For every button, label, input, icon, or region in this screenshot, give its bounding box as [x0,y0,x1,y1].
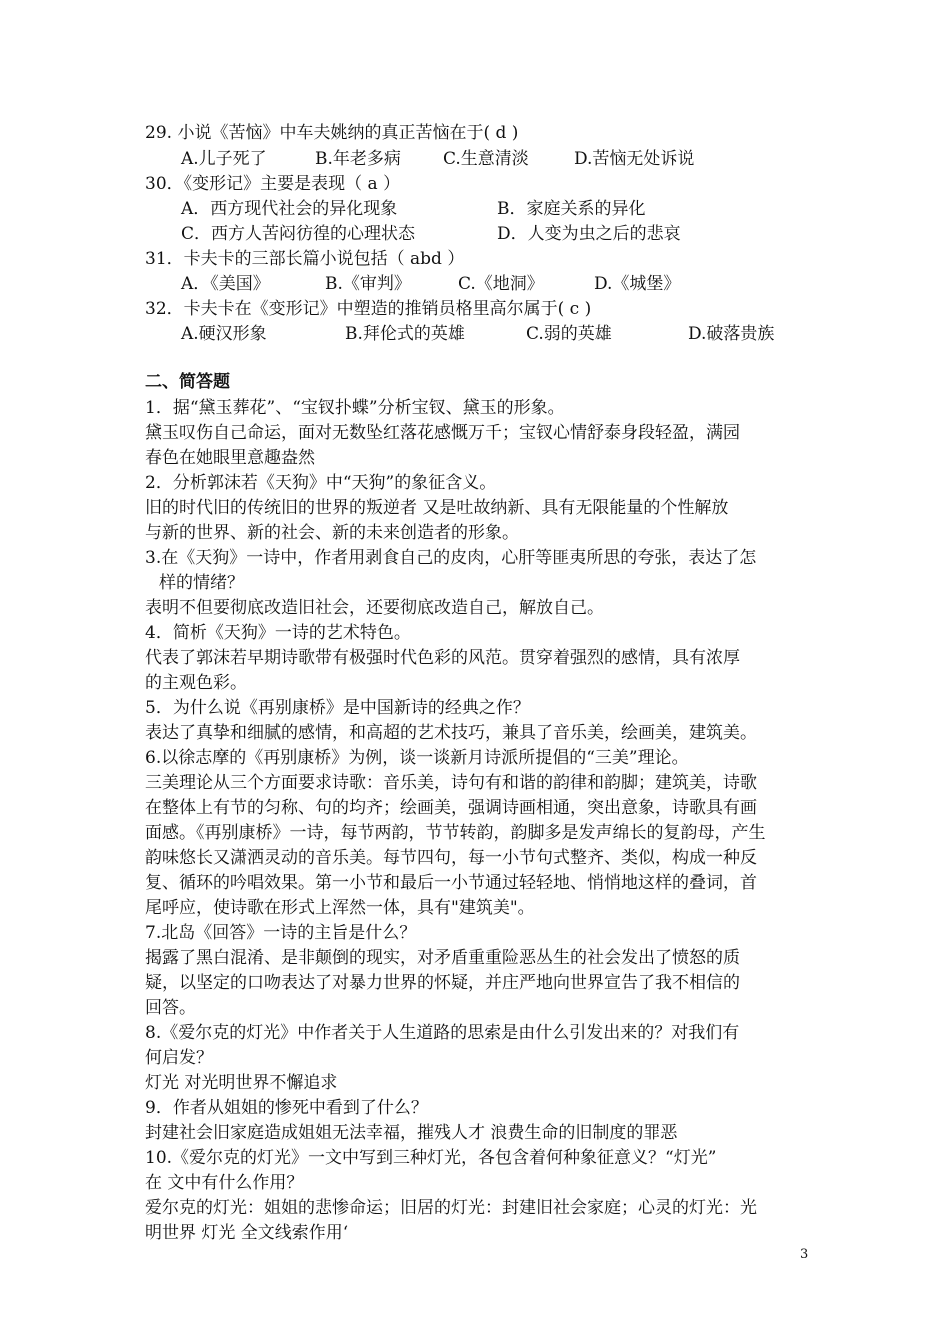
question-32: 32．卡夫卡在《变形记》中塑造的推销员格里高尔属于( c ) [145,299,592,319]
text-line: 9．作者从姐姐的惨死中看到了什么？ [145,1098,428,1118]
q31-option-a: A．《美国》 [181,274,270,294]
q30-option-c: C．西方人苦闷彷徨的心理状态 [181,224,416,244]
q32-option-a: A.硬汉形象 [181,324,267,344]
q29-option-c: C.生意清淡 [443,149,529,169]
text-line: 7.北岛《回答》一诗的主旨是什么？ [145,923,417,943]
text-line: 表达了真挚和细腻的感情，和高超的艺术技巧，兼具了音乐美，绘画美，建筑美。 [145,723,757,743]
q29-option-b: B.年老多病 [315,149,401,169]
text-line: 回答。 [145,998,196,1018]
question-29: 29. 小说《苦恼》中车夫姚纳的真正苦恼在于( d ) [145,123,519,143]
q31-option-b: B.《审判》 [325,274,411,294]
text-line: 明世界 灯光 全文线索作用‘ [145,1223,349,1243]
text-line: 封建社会旧家庭造成姐姐无法幸福，摧残人才 浪费生命的旧制度的罪恶 [145,1123,678,1143]
q31-option-d: D.《城堡》 [594,274,681,294]
text-line: 在整体上有节的匀称、句的均齐；绘画美，强调诗画相通，突出意象，诗歌具有画 [145,798,757,818]
text-line: 尾呼应，使诗歌在形式上浑然一体，具有"建筑美"。 [145,898,535,918]
q29-option-d: D.苦恼无处诉说 [574,149,695,169]
q32-option-d: D.破落贵族 [688,324,775,344]
text-line: 复、循环的吟唱效果。第一小节和最后一小节通过轻轻地、悄悄地这样的叠词，首 [145,873,757,893]
question-31: 31．卡夫卡的三部长篇小说包括（ abd ） [145,249,465,269]
text-line: 与新的世界、新的社会、新的未来创造者的形象。 [145,523,519,543]
text-line: 面感。《再别康桥》一诗，每节两韵，节节转韵，韵脚多是发声绵长的复韵母，产生 [145,823,766,843]
text-line: 10.《爱尔克的灯光》一文中写到三种灯光，各包含着何种象征意义？“灯光” [145,1148,717,1168]
text-line: 代表了郭沫若早期诗歌带有极强时代色彩的风范。贯穿着强烈的感情，具有浓厚 [145,648,740,668]
text-line: 黛玉叹伤自己命运，面对无数坠红落花感慨万千；宝钗心情舒泰身段轻盈，满园 [145,423,740,443]
text-line: 8.《爱尔克的灯光》中作者关于人生道路的思索是由什么引发出来的？对我们有 [145,1023,740,1043]
text-line: 疑，以坚定的口吻表达了对暴力世界的怀疑，并庄严地向世界宣告了我不相信的 [145,973,740,993]
q31-option-c: C.《地洞》 [458,274,544,294]
text-line: 三美理论从三个方面要求诗歌：音乐美，诗句有和谐的韵律和韵脚；建筑美，诗歌 [145,773,757,793]
text-line: 1．据“黛玉葬花”、“宝钗扑蝶”分析宝钗、黛玉的形象。 [145,398,565,418]
text-line: 爱尔克的灯光：姐姐的悲惨命运；旧居的灯光：封建旧社会家庭；心灵的灯光：光 [145,1198,757,1218]
text-line: 4．简析《天狗》一诗的艺术特色。 [145,623,411,643]
text-line: 揭露了黑白混淆、是非颠倒的现实，对矛盾重重险恶丛生的社会发出了愤怒的质 [145,948,740,968]
q30-option-a: A．西方现代社会的异化现象 [181,199,398,219]
section-title: 二、简答题 [145,372,230,392]
text-line: 灯光 对光明世界不懈追求 [145,1073,338,1093]
q30-option-d: D．人变为虫之后的悲哀 [497,224,681,244]
text-line: 韵味悠长又潇洒灵动的音乐美。每节四句，每一小节句式整齐、类似，构成一种反 [145,848,757,868]
text-line: 在 文中有什么作用？ [145,1173,304,1193]
text-line: 6.以徐志摩的《再别康桥》为例，谈一谈新月诗派所提倡的“三美”理论。 [145,748,689,768]
text-line: 样的情绪？ [159,573,244,593]
page-number: 3 [800,1247,809,1262]
text-line: 何启发？ [145,1048,213,1068]
q29-option-a: A.儿子死了 [181,149,267,169]
q32-option-b: B.拜伦式的英雄 [345,324,465,344]
text-line: 5．为什么说《再别康桥》是中国新诗的经典之作？ [145,698,530,718]
question-30: 30．《变形记》主要是表现（ a ） [145,174,401,194]
text-line: 旧的时代旧的传统旧的世界的叛逆者 又是吐故纳新、具有无限能量的个性解放 [145,498,729,518]
text-line: 2．分析郭沫若《天狗》中“天狗”的象征含义。 [145,473,497,493]
text-line: 3.在《天狗》一诗中，作者用剥食自己的皮肉，心肝等匪夷所思的夸张，表达了怎 [145,548,757,568]
text-line: 的主观色彩。 [145,673,247,693]
q30-option-b: B．家庭关系的异化 [497,199,646,219]
q32-option-c: C.弱的英雄 [526,324,612,344]
text-line: 春色在她眼里意趣盎然 [145,448,315,468]
text-line: 表明不但要彻底改造旧社会，还要彻底改造自己，解放自己。 [145,598,604,618]
